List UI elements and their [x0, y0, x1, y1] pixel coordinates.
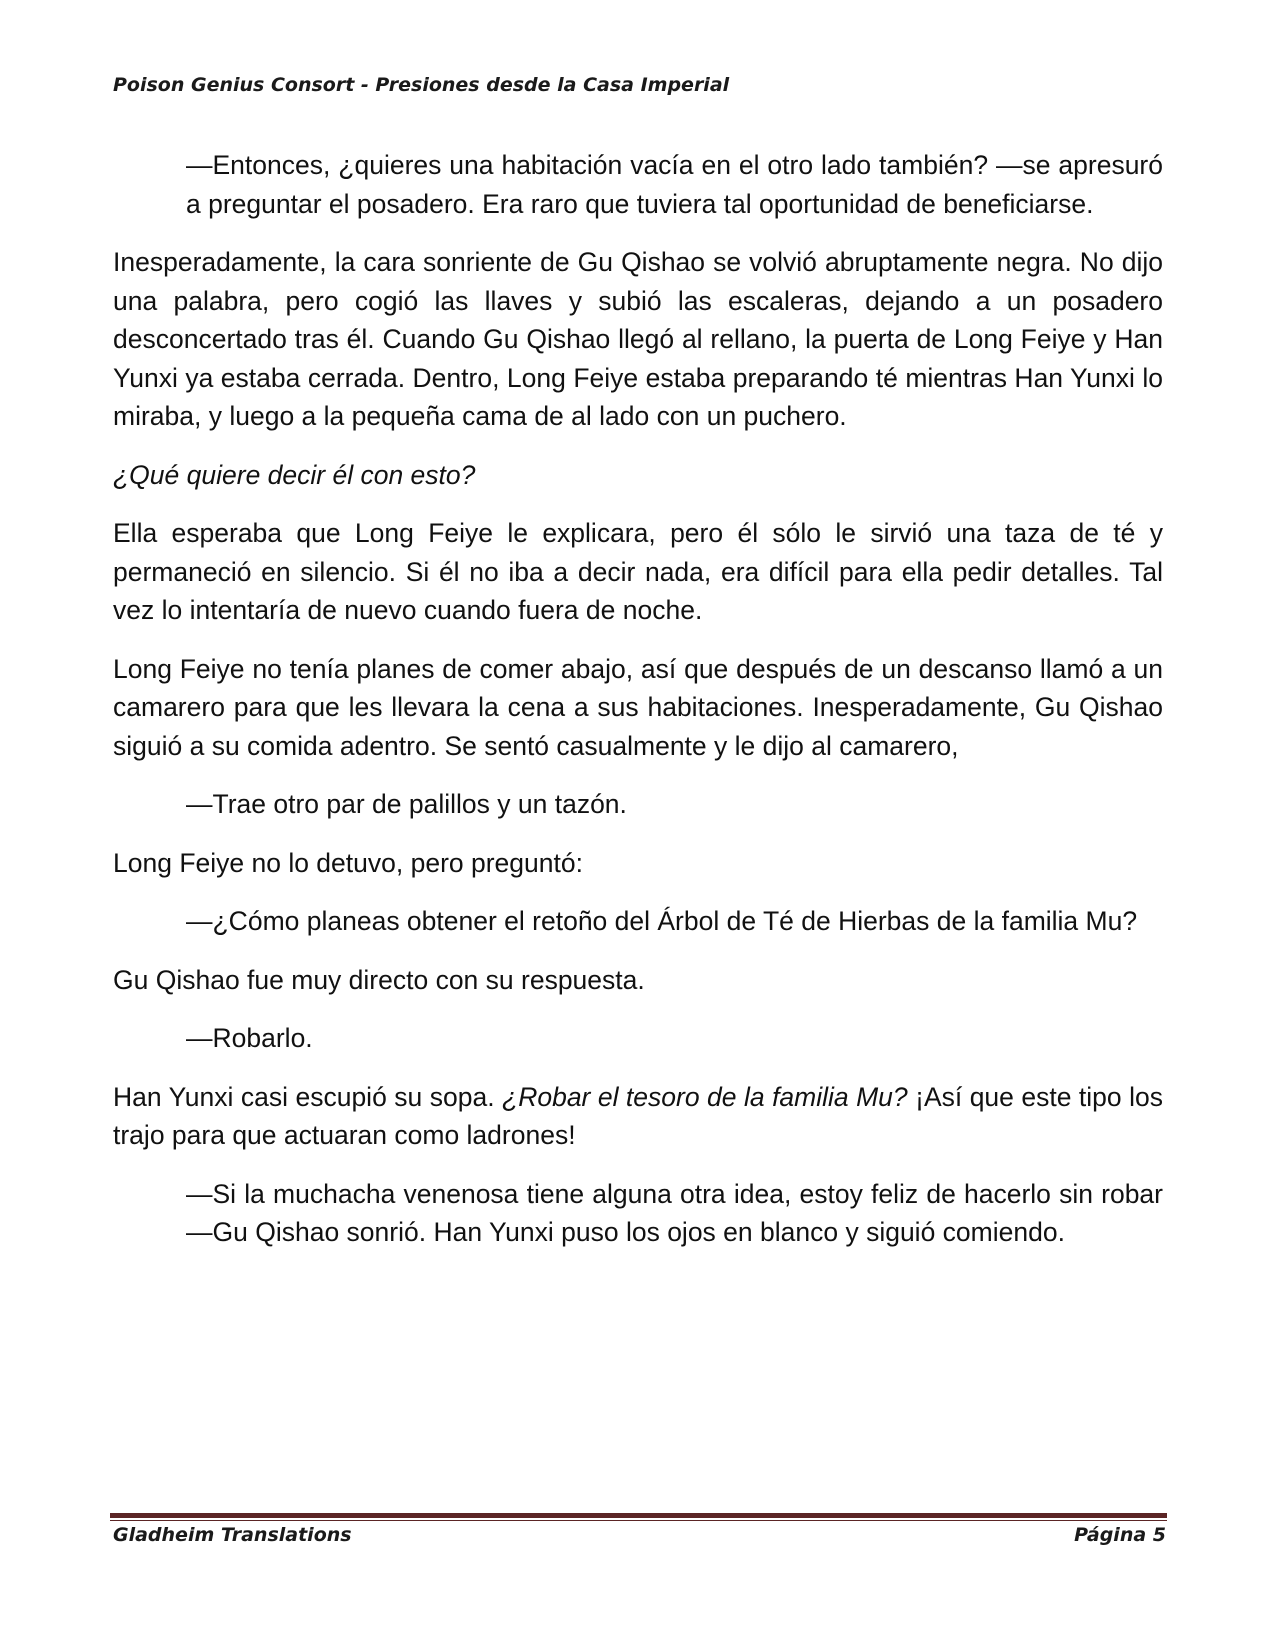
paragraph-10: —Robarlo. [186, 1023, 313, 1053]
paragraph-11 [113, 1078, 1163, 1155]
paragraph-11-end: ¡Así que este tipo los trajo para que actuaran como ladrones! [113, 1081, 1163, 1150]
running-header: Poison Genius Consort - Presiones desde la Casa Imperial [113, 74, 730, 96]
paragraph-1: —Entonces, ¿quieres una habitación vacía en el otro lado también? —se apresuró a preguntar el posadero. Era raro que tuviera tal oportunidad de beneficiarse. [186, 150, 1163, 219]
paragraph-2: Inesperadamente, la cara sonriente de Gu Qishao se volvió abruptamente negra. No dijo una palabra, pero cogió las llaves y subió las escaleras, dejando a un posadero desconcertado tras él. Cuando Gu Qishao llegó al rellano, la puerta de Long Feiye y Han Yunxi ya estaba cerrada. Dentro, Long Feiye estaba preparando té mientras Han Yunxi lo miraba, y luego a la pequeña cama de al lado con un puchero. [113, 247, 1163, 431]
paragraph-4: Ella esperaba que Long Feiye le explicara, pero él sólo le sirvió una taza de té y permaneció en silencio. Si él no iba a decir nada, era difícil para ella pedir detalles. Tal vez lo intentaría de nuevo cuando fuera de noche. [113, 518, 1163, 625]
paragraph-7: Long Feiye no lo detuvo, pero preguntó: [113, 847, 583, 878]
paragraph-11-thought: ¿Robar el tesoro de la familia Mu? [502, 1081, 908, 1112]
footer-publisher: Gladheim Translations [113, 1524, 352, 1546]
paragraph-6: —Trae otro par de palillos y un tazón. [186, 789, 627, 819]
paragraph-11-start: Han Yunxi casi escupió su sopa. [113, 1081, 503, 1112]
paragraph-8: —¿Cómo planeas obtener el retoño del Árbol de Té de Hierbas de la familia Mu? [186, 906, 1138, 936]
body-text [113, 146, 1163, 1272]
paragraph-9: Gu Qishao fue muy directo con su respuesta. [113, 964, 645, 995]
paragraph-3-thought: ¿Qué quiere decir él con esto? [113, 459, 476, 490]
footer-page-number: Página 5 [1074, 1524, 1166, 1546]
footer-rule [110, 1513, 1167, 1521]
paragraph-12: —Si la muchacha venenosa tiene alguna otra idea, estoy feliz de hacerlo sin robar —Gu Qishao sonrió. Han Yunxi puso los ojos en blanco y siguió comiendo. [186, 1178, 1163, 1247]
paragraph-5: Long Feiye no tenía planes de comer abajo, así que después de un descanso llamó a un camarero para que les llevara la cena a sus habitaciones. Inesperadamente, Gu Qishao siguió a su comida adentro. Se sentó casualmente y le dijo al camarero, [113, 653, 1163, 761]
